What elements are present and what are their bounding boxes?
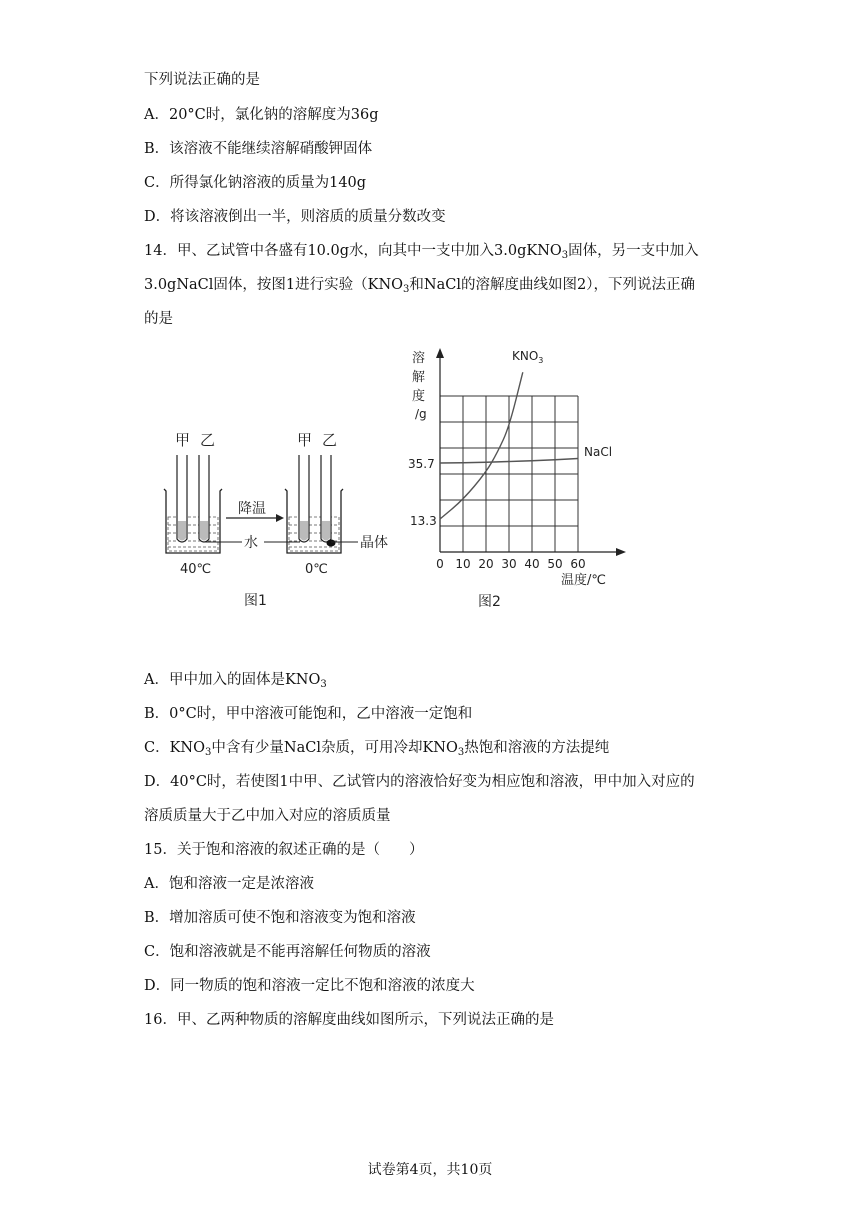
page-footer: 试卷第4页，共10页 (367, 1162, 493, 1178)
figure-1-beakers (160, 425, 400, 615)
y-tick-13-3: 13.3 (410, 514, 437, 528)
q14-stem-line3: 的是 (144, 311, 173, 327)
q14-stem-line2: 3.0gNaCl固体，按图1进行实验（$KNO_3$和NaCl的溶解度曲线如图2），下列说法正确 (144, 277, 695, 295)
x-axis-arrow (616, 548, 626, 556)
y-tick-35-7: 35.7 (408, 457, 435, 471)
q14-option-c: C．$KNO_3$中含有少量NaCl杂质，可用冷却$KNO_3$热饱和溶液的方法提纯 (144, 740, 610, 758)
water-label: 水 (244, 535, 258, 551)
q15-stem: 15．关于饱和溶液的叙述正确的是（ ） (144, 842, 424, 858)
label-jia-left: 甲 (175, 431, 191, 449)
test-tube-yi-left (199, 455, 209, 542)
y-label-char-3: 度 (412, 389, 426, 404)
label-jia-right: 甲 (297, 431, 313, 449)
y-label-char-4: /g (415, 407, 427, 421)
q13-option-a: A．20°C时，氯化钠的溶解度为36g (144, 107, 379, 123)
cooling-label: 降温 (238, 501, 266, 517)
q13-stem-end: 下列说法正确的是 (144, 72, 260, 88)
x-tick-50: 50 (547, 557, 563, 571)
y-axis-arrow (436, 348, 444, 358)
series-label-nacl: NaCl (584, 445, 613, 459)
x-tick-labels (436, 557, 585, 571)
series-label-kno3: $KNO_3$ (512, 349, 544, 365)
q13-option-b: B．该溶液不能继续溶解硝酸钾固体 (144, 141, 373, 157)
q16-stem: 16．甲、乙两种物质的溶解度曲线如图所示，下列说法正确的是 (144, 1012, 554, 1028)
q14-stem-line1: 14．甲、乙试管中各盛有10.0g水，向其中一支中加入3.0gKNO$_3$固体，另一支中加入 (144, 243, 699, 261)
curve-kno3 (440, 372, 523, 519)
x-axis-label: 温度/℃ (561, 573, 606, 588)
test-tube-jia-right (299, 455, 309, 542)
figure-2-caption: 图2 (478, 594, 501, 610)
x-tick-0: 0 (436, 557, 444, 571)
x-tick-10: 10 (455, 557, 471, 571)
q13-option-c: C．所得氯化钠溶液的质量为140g (144, 175, 367, 191)
chart-grid (440, 396, 578, 552)
q15-option-a: A．饱和溶液一定是浓溶液 (144, 876, 314, 892)
y-label-char-2: 解 (412, 370, 426, 385)
label-yi-right: 乙 (322, 431, 338, 449)
y-label-char-1: 溶 (412, 351, 426, 366)
figure-1-caption: 图1 (244, 593, 267, 609)
q15-option-b: B．增加溶质可使不饱和溶液变为饱和溶液 (144, 910, 416, 926)
test-tube-jia-left (177, 455, 187, 542)
x-tick-20: 20 (478, 557, 494, 571)
y-axis-label (412, 350, 427, 421)
crystal-label: 晶体 (360, 535, 388, 551)
figure-2-solubility-chart (398, 344, 638, 616)
q14-option-b: B．0°C时，甲中溶液可能饱和，乙中溶液一定饱和 (144, 706, 473, 722)
beaker-right (285, 455, 343, 553)
temp-left-label: 40℃ (180, 562, 212, 577)
q15-option-d: D．同一物质的饱和溶液一定比不饱和溶液的浓度大 (144, 978, 475, 994)
q14-option-d-line1: D．40°C时，若使图1中甲、乙试管内的溶液恰好变为相应饱和溶液，甲中加入对应的 (144, 774, 695, 790)
crystal-dot (327, 540, 336, 547)
q13-option-d: D．将该溶液倒出一半，则溶质的质量分数改变 (144, 209, 446, 225)
test-tube-yi-right (321, 455, 331, 542)
label-yi-left: 乙 (200, 431, 216, 449)
temp-right-label: 0℃ (305, 562, 328, 577)
x-tick-40: 40 (524, 557, 540, 571)
x-tick-60: 60 (570, 557, 586, 571)
q15-option-c: C．饱和溶液就是不能再溶解任何物质的溶液 (144, 944, 431, 960)
beaker-left (164, 455, 222, 553)
q14-option-d-line2: 溶质质量大于乙中加入对应的溶质质量 (144, 808, 391, 824)
x-tick-30: 30 (501, 557, 517, 571)
q14-option-a: A．甲中加入的固体是$KNO_3$ (144, 672, 327, 690)
